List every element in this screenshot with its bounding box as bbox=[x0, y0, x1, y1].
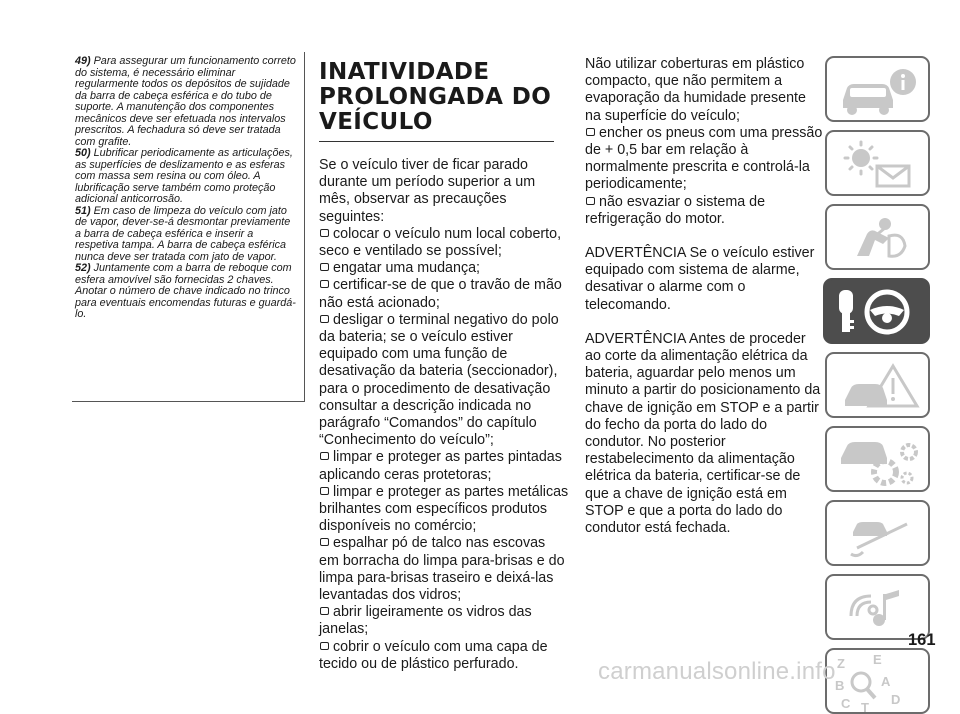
list-item bbox=[319, 639, 569, 673]
index-letter: T bbox=[861, 700, 869, 714]
technical-data-icon bbox=[827, 502, 930, 566]
warning-lights-icon bbox=[827, 132, 930, 196]
list-item-text: engatar uma mudança; bbox=[333, 260, 481, 277]
list-item bbox=[319, 226, 569, 260]
list-item bbox=[319, 449, 569, 483]
warning-note bbox=[585, 331, 825, 537]
index-letter: E bbox=[873, 652, 882, 667]
tab-maintenance[interactable] bbox=[825, 426, 930, 492]
list-item-text: colocar o veículo num local coberto, seco e ventilado se possível; bbox=[319, 225, 562, 260]
note-52 bbox=[75, 263, 298, 321]
index-icon bbox=[827, 650, 930, 714]
list-item bbox=[319, 277, 569, 311]
airbag-seat-icon bbox=[827, 206, 930, 270]
checkbox-bullet-icon bbox=[320, 280, 329, 288]
list-item-text: cobrir o veículo com uma capa de tecido ou de plástico perfurado. bbox=[319, 638, 548, 672]
note-text: Em caso de limpeza do veículo com jato de vapor, dever-se-á desmontar previamente a barra de cabeça esférica e inserir a respetiva tampa. A barra de cabeça esférica nunca deve ser tratada com jato de vapor. bbox=[75, 204, 291, 263]
checkbox-bullet-icon bbox=[320, 315, 329, 323]
index-letter: A bbox=[881, 674, 891, 689]
list-item-text: espalhar pó de talco nas escovas em borracha do limpa para-brisas e do limpa para-brisas traseiro e deixá-las levantadas dos vidros; bbox=[319, 535, 565, 604]
list-item bbox=[319, 260, 569, 277]
note-text: Para assegurar um funcionamento correto do sistema, é necessário eliminar regularmente todos os depósitos de sujidade da barra de cabeça esférica e do tubo de suporte. A manutenção dos componentes mecânicos deve ser efetuada nos intervalos prescritos. A fechadura só deve ser tratada com grafite. bbox=[75, 55, 296, 148]
warning-label: ADVERTÊNCIA bbox=[585, 330, 686, 347]
checkbox-bullet-icon bbox=[320, 263, 329, 271]
checkbox-bullet-icon bbox=[320, 452, 329, 460]
tab-safety[interactable] bbox=[825, 204, 930, 270]
key-steering-wheel-icon bbox=[825, 280, 930, 344]
tab-emergency[interactable] bbox=[825, 352, 930, 418]
paragraph: Não utilizar coberturas em plástico compacto, que não permitem a evaporação da humidade presente na superfície do veículo; bbox=[585, 56, 806, 124]
tab-index[interactable] bbox=[825, 648, 930, 714]
index-letter: B bbox=[835, 678, 845, 693]
note-text: Juntamente com a barra de reboque com esfera amovível são fornecidas 2 chaves. Anotar o número de chave indicado no trinco para eventuais encomendas futuras e guardá-lo. bbox=[75, 262, 296, 320]
list-item bbox=[319, 312, 569, 450]
checkbox-bullet-icon bbox=[320, 607, 329, 615]
checkbox-bullet-icon bbox=[320, 487, 329, 495]
list-item bbox=[319, 535, 569, 604]
note-number: 52) bbox=[75, 262, 91, 274]
list-item bbox=[585, 194, 825, 228]
note-number: 49) bbox=[75, 55, 91, 67]
tab-warning-lights[interactable] bbox=[825, 130, 930, 196]
checkbox-bullet-icon bbox=[320, 538, 329, 546]
list-item-text: limpar e proteger as partes metálicas brilhantes com específicos produtos disponíveis no comércio; bbox=[319, 483, 569, 535]
tab-technical-data[interactable] bbox=[825, 500, 930, 566]
list-item-text: desligar o terminal negativo do polo da bateria; se o veículo estiver equipado com uma função de desativação da bateria (seccionador), para o procedimento de desativação consultar a descrição indicada no parágrafo “Comandos” do capítulo “Conhecimento do veículo”; bbox=[319, 311, 559, 449]
checkbox-bullet-icon bbox=[586, 197, 595, 205]
list-item-text: encher os pneus com uma pressão de + 0,5 bar em relação à normalmente prescrita e controlá-la periodicamente; bbox=[585, 124, 823, 193]
section-title: INATIVIDADE PROLONGADA DO VEÍCULO bbox=[319, 60, 554, 142]
page-number: 161 bbox=[908, 631, 936, 649]
section-body bbox=[319, 157, 569, 673]
car-info-icon bbox=[827, 58, 930, 122]
warning-text: Se o veículo estiver equipado com sistema de alarme, desativar o alarme com o telecomando. bbox=[585, 245, 815, 313]
tab-vehicle-knowledge[interactable] bbox=[825, 56, 930, 122]
checkbox-bullet-icon bbox=[586, 128, 595, 136]
list-item bbox=[319, 484, 569, 536]
notes-box bbox=[72, 52, 305, 402]
checkbox-bullet-icon bbox=[320, 642, 329, 650]
note-50 bbox=[75, 148, 298, 206]
index-letter: Z bbox=[837, 656, 845, 671]
tab-starting-driving[interactable] bbox=[823, 278, 930, 344]
warning-label: ADVERTÊNCIA bbox=[585, 245, 686, 262]
continued-column bbox=[585, 56, 825, 537]
checkbox-bullet-icon bbox=[320, 229, 329, 237]
note-text: Lubrificar periodicamente as articulações, as superfícies de deslizamento e as esferas com massa sem resina ou com óleo. A lubrificação serve também como proteção adicional anticorrosão. bbox=[75, 147, 293, 205]
list-item bbox=[319, 604, 569, 638]
note-49 bbox=[75, 56, 298, 148]
warning-text: Antes de proceder ao corte da alimentação elétrica da bateria, aguardar pelo menos um minuto a partir do posicionamento da chave de ignição em STOP e a partir do fecho da porta do lado do condutor. No posterior restabelecimento da alimentação elétrica da bateria, certificar-se de que a chave de ignição está em STOP e que a porta do lado do condutor está fechada. bbox=[585, 330, 821, 537]
section-column bbox=[319, 52, 569, 673]
index-letter: C bbox=[841, 696, 851, 711]
section-intro: Se o veículo tiver de ficar parado durante um período superior a um mês, observar as precauções seguintes: bbox=[319, 157, 536, 225]
list-item bbox=[585, 125, 825, 194]
note-number: 51) bbox=[75, 204, 91, 217]
maintenance-icon bbox=[827, 428, 930, 492]
warning-note bbox=[585, 245, 825, 314]
index-letter: D bbox=[891, 692, 901, 707]
list-item-text: não esvaziar o sistema de refrigeração do motor. bbox=[585, 193, 766, 227]
list-item-text: certificar-se de que o travão de mão não está acionado; bbox=[319, 277, 562, 311]
watermark: carmanualsonline.info bbox=[598, 658, 836, 685]
note-51 bbox=[75, 206, 298, 264]
note-number: 50) bbox=[75, 147, 91, 159]
emergency-icon bbox=[827, 354, 930, 418]
list-item-text: limpar e proteger as partes pintadas aplicando ceras protetoras; bbox=[319, 449, 562, 483]
list-item-text: abrir ligeiramente os vidros das janelas; bbox=[319, 604, 532, 638]
